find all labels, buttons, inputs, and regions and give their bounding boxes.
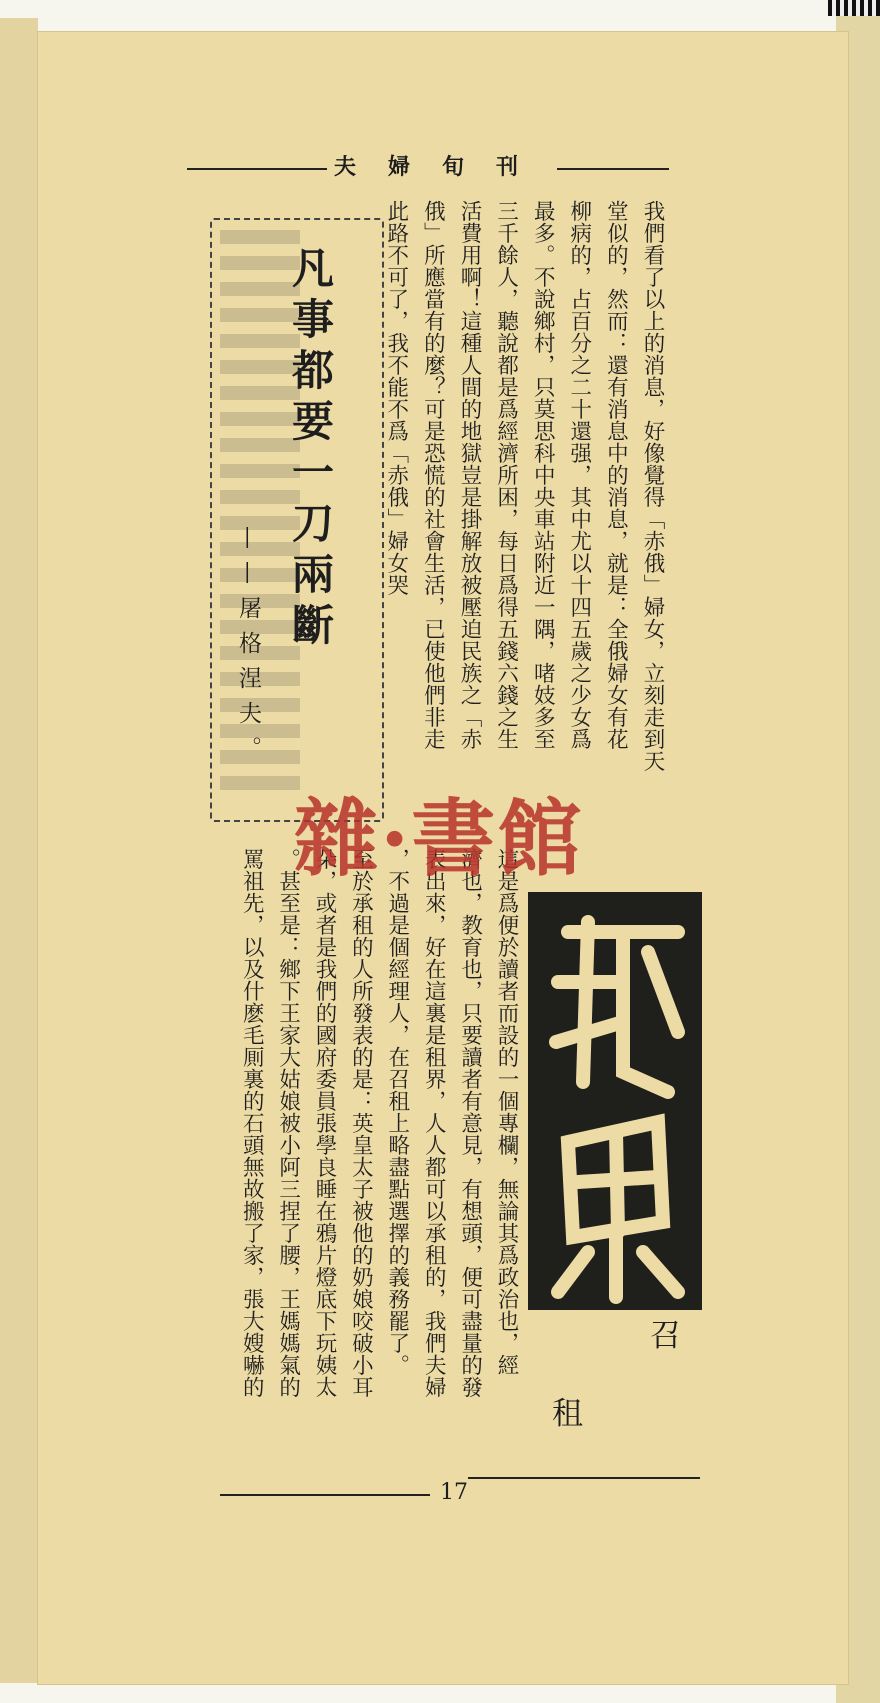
upper-column-line: 活費用啊！這種人間的地獄豈是掛解放被壓迫民族之「赤 — [457, 200, 482, 750]
left-paper-edge — [0, 18, 38, 1683]
byline-second: 租 — [552, 1396, 583, 1432]
article-title: 凡事都要一刀兩斷 — [286, 246, 335, 654]
upper-column-line: 最多。不說鄉村，只莫思科中央車站附近一隅，啫妓多至 — [530, 200, 556, 750]
article-author: ——屠格涅夫。 — [235, 526, 261, 771]
magazine-title: 夫婦旬刊 — [333, 154, 550, 180]
magazine-header — [327, 150, 557, 184]
lower-column-line: 朵，或者是我們的國府委員張學良睡在鴉片燈底下玩姨太 — [312, 848, 337, 1398]
upper-column-line: 此路不可了，我不能不爲「赤俄」婦女哭 — [383, 200, 409, 596]
scan-calibration-bar — [828, 0, 880, 16]
upper-column-line: 三千餘人，聽說都是爲經濟所困，每日爲得五錢六錢之生 — [493, 200, 519, 750]
library-stamp — [290, 790, 610, 890]
upper-column-line: 我們看了以上的消息，好像覺得「赤俄」婦女，立刻走到天 — [640, 200, 665, 772]
byline-first: 召 — [650, 1318, 681, 1354]
rental-logo-block — [528, 892, 702, 1310]
lower-column-line: 罵祖先，以及什麽毛厠裏的石頭無故搬了家，張大嫂嚇的 — [239, 848, 265, 1398]
upper-column-line: 堂似的，然而：還有消息中的消息，就是：全俄婦女有花 — [603, 200, 629, 750]
lower-column-line: 濟也，教育也，只要讀者有意見，有想頭，便可盡量的發 — [457, 848, 483, 1398]
lower-column-line: ，不過是個經理人，在召租上略盡點選擇的義務罷了。 — [384, 848, 410, 1376]
footer-rule-left — [220, 1494, 430, 1496]
header-rule-left — [187, 168, 327, 170]
page-number: 17 — [440, 1480, 468, 1505]
lower-column-line: 表出來，好在這裏是租界，人人都可以承租的，我們夫婦 — [421, 848, 447, 1398]
lower-column-line: 這是爲便於讀者而設的一個專欄，無論其爲政治也，經 — [494, 848, 519, 1376]
rental-logo-glyph-art — [528, 892, 702, 1310]
library-stamp-text: 雜·書館 — [294, 790, 584, 888]
header-rule-right — [557, 168, 669, 170]
upper-column-line: 俄」所應當有的麼？可是恐慌的社會生活，已使他們非走 — [420, 200, 446, 750]
upper-column-line: 柳病的，占百分之二十還强，其中尤以十四五歲之少女爲 — [566, 200, 592, 750]
lower-column-line: 至於承租的人所發表的是：英皇太子被他的奶娘咬破小耳 — [348, 848, 374, 1398]
lower-column-line: 。甚至是：鄉下王家大姑娘被小阿三捏了腰，王媽媽氣的 — [275, 848, 301, 1398]
footer-rule-right — [468, 1477, 700, 1479]
